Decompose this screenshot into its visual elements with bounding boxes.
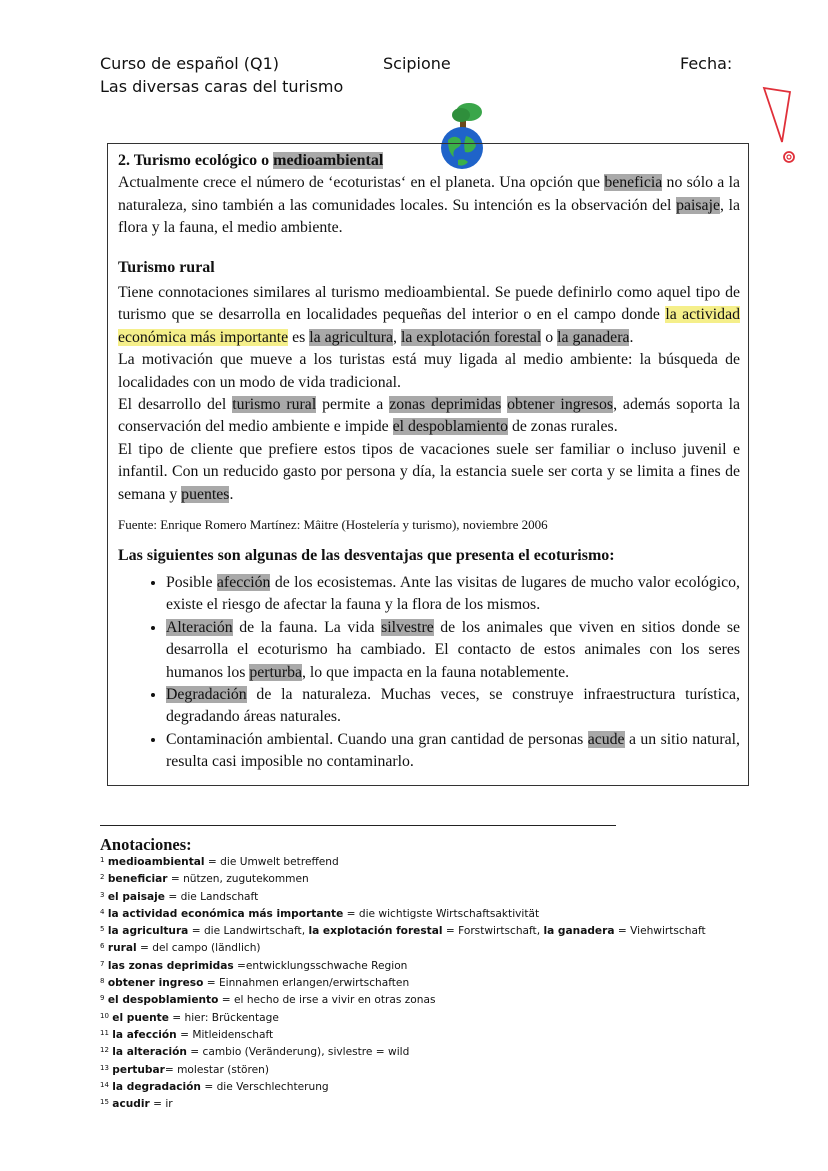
annotation-note: $^{11}$ la afección = Mitleidenschaft	[100, 1028, 274, 1041]
list-item: • Alteración de la fauna. La vida silvestre de los animales que viven en sitios donde se desarrolla el ecoturismo ha cambiado. El contacto de estos animales con los seres humanos los perturba, lo que impacta en la fauna notablemente.	[166, 617, 740, 684]
paragraph-rural-1: Tiene connotaciones similares al turismo medioambiental. Se puede definirlo como aquel tipo de turismo que se desarrolla en localidades pequeñas del interior o en el campo donde la actividad económica más importante es la agricultura, la explotación forestal o la ganadera.	[118, 284, 740, 346]
annotation-note: $^{12}$ la alteración = cambio (Veränderung), sivlestre = wild	[100, 1046, 410, 1059]
section-title-ecologico: 2. Turismo ecológico o medioambiental	[118, 152, 384, 169]
annotation-note: $^{13}$ pertubar= molestar (stören)	[100, 1063, 270, 1076]
separator-line	[100, 825, 616, 826]
annotation-note: $^8$ obtener ingreso = Einnahmen erlangen/erwirtschaften	[100, 977, 410, 990]
disadvantages-list	[118, 572, 740, 774]
course-label: Curso de español (Q1)	[100, 54, 280, 73]
annotation-note: $^{15}$ acudir = ir	[100, 1098, 173, 1111]
annotation-note: $^1$ medioambiental = die Umwelt betreffend	[100, 856, 339, 868]
annotation-note: $^9$ el despoblamiento = el hecho de irse a vivir en otras zonas	[100, 994, 436, 1007]
list-item: • Posible afección de los ecosistemas. Ante las visitas de lugares de mucho valor ecológico, existe el riesgo de afectar la fauna y la flora de los mismos.	[166, 572, 740, 617]
list-item: • Degradación de la naturaleza. Muchas veces, se construye infraestructura turística, degradando áreas naturales.	[166, 684, 740, 729]
paragraph-rural-4: El tipo de cliente que prefiere estos tipos de vacaciones suele ser familiar o incluso juvenil e infantil. Con un reducido gasto por persona y día, la estancia suele ser corta y se limita a fines de semana y puentes.	[118, 440, 740, 503]
annotation-note: $^3$ el paisaje = die Landschaft	[100, 890, 259, 903]
annotation-note: $^4$ la actividad económica más importante = die wichtigste Wirtschaftsaktivität	[100, 907, 540, 920]
annotation-note: $^5$ la agricultura = die Landwirtschaft, la explotación forestal = Forstwirtschaft, la ganadera = Viehwirtschaft	[100, 925, 706, 938]
annotation-note: $^7$ las zonas deprimidas =entwicklungsschwache Region	[100, 959, 408, 972]
subtitle-label: Las diversas caras del turismo	[100, 77, 344, 96]
annotations-list	[100, 853, 800, 1112]
date-label: Fecha:	[680, 54, 733, 73]
source-citation: Fuente: Enrique Romero Martínez: Mâitre (Hostelería y turismo), noviembre 2006	[118, 517, 548, 533]
list-item: • Contaminación ambiental. Cuando una gran cantidad de personas acude a un sitio natural, resulta casi imposible no contaminarlo.	[166, 729, 740, 774]
annotation-note: $^{14}$ la degradación = die Verschlechterung	[100, 1080, 329, 1093]
exclamation-mark-icon	[756, 84, 800, 174]
annotation-note: $^2$ beneficiar = nützen, zugutekommen	[100, 873, 309, 886]
paragraph-rural-3: El desarrollo del turismo rural permite a zonas deprimidas obtener ingresos, además soporta la conservación del medio ambiente e impide el despoblamiento de zonas rurales.	[118, 396, 741, 436]
annotation-note: $^6$ rural = del campo (ländlich)	[100, 942, 261, 955]
annotation-note: $^{10}$ el puente = hier: Brückentage	[100, 1011, 279, 1024]
publisher-label: Scipione	[383, 54, 451, 73]
paragraph-rural-2: La motivación que mueve a los turistas está muy ligada al medio ambiente: la búsqueda de localidades con un modo de vida tradicional.	[118, 351, 740, 391]
section-title-rural: Turismo rural	[118, 258, 215, 276]
disadvantages-title: Las siguientes son algunas de las desventajas que presenta el ecoturismo:	[118, 546, 615, 564]
reading-box	[107, 143, 749, 786]
annotations-title: Anotaciones:	[100, 835, 192, 854]
paragraph-ecologico: Actualmente crece el número de ‘ecoturistas‘ en el planeta. Una opción que beneficia no sólo a la naturaleza, sino también a las comunidades locales. Su intención es la observación del paisaje, la flora y la fauna, el medio ambiente.	[118, 174, 741, 237]
